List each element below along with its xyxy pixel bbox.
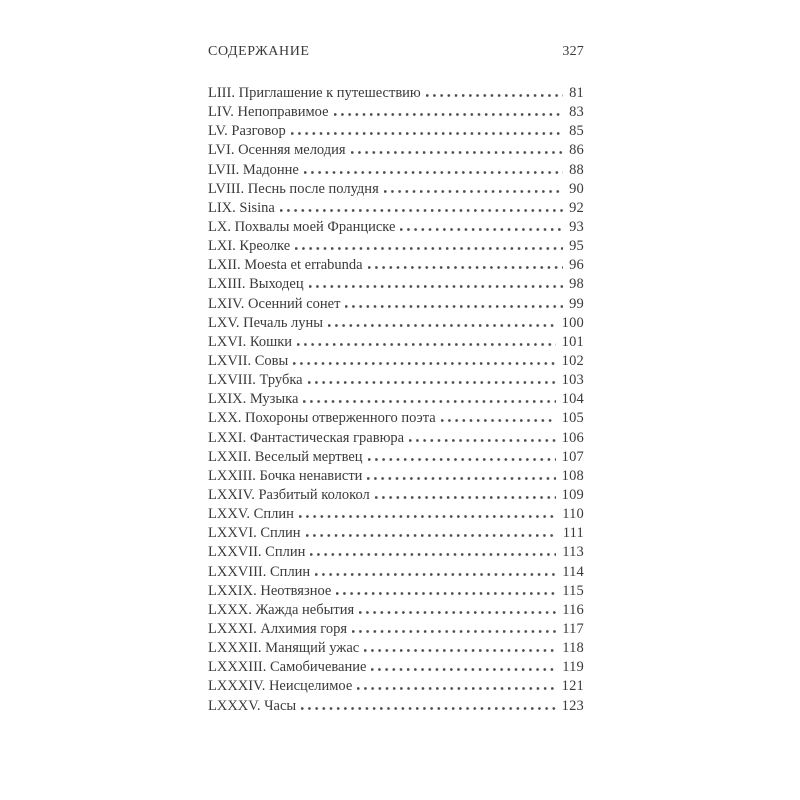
dot-leader <box>301 707 555 710</box>
toc-entry-page: 85 <box>569 123 584 140</box>
toc-entry-label: LXV. Печаль луны <box>208 314 324 331</box>
toc-entry-label: LXXIX. Неотвязное <box>208 582 332 599</box>
toc-entry-label: LXXXIV. Неисцелимое <box>208 678 353 695</box>
dot-leader <box>352 630 556 633</box>
toc-entry-page: 107 <box>561 448 584 465</box>
toc-entry-label: LXXXV. Часы <box>208 697 297 714</box>
toc-entry-page: 110 <box>562 506 584 523</box>
dot-leader <box>409 439 556 442</box>
dot-leader <box>367 477 555 480</box>
toc-entry-label: LXXV. Сплин <box>208 506 294 523</box>
toc-entry <box>208 141 584 160</box>
toc-entry <box>208 218 584 237</box>
toc-entry <box>208 314 584 333</box>
toc-entry-page: 98 <box>569 276 584 293</box>
dot-leader <box>351 151 564 154</box>
toc-entry-page: 116 <box>562 601 584 618</box>
toc-entry <box>208 199 584 218</box>
dot-leader <box>368 266 563 269</box>
toc-entry <box>208 543 584 562</box>
toc-entry-label: LXXII. Веселый мертвец <box>208 448 363 465</box>
toc-entry-label: LXXIV. Разбитый колокол <box>208 486 370 503</box>
toc-entry <box>208 256 584 275</box>
dot-leader <box>280 209 563 212</box>
toc-entry-page: 108 <box>561 467 584 484</box>
dot-leader <box>400 228 563 231</box>
toc-entry <box>208 84 584 103</box>
dot-leader <box>359 611 556 614</box>
toc-entry-label: LXVIII. Трубка <box>208 372 303 389</box>
toc-entry-page: 117 <box>562 620 584 637</box>
toc-entry-page: 101 <box>561 333 584 350</box>
toc-entry <box>208 467 584 486</box>
dot-leader <box>306 534 557 537</box>
toc-entry-label: LXXXI. Алхимия горя <box>208 620 348 637</box>
dot-leader <box>310 553 556 556</box>
toc-entry-label: LIX. Sisina <box>208 199 275 216</box>
dot-leader <box>368 458 556 461</box>
toc-entry <box>208 295 584 314</box>
toc-entry-label: LXXXII. Манящий ужас <box>208 640 360 657</box>
toc-entry-label: LXI. Креолке <box>208 238 291 255</box>
toc-entry-page: 118 <box>562 640 584 657</box>
toc-entry-page: 100 <box>561 314 584 331</box>
toc-entry <box>208 601 584 620</box>
toc-entry-label: LXII. Moesta et errabunda <box>208 257 363 274</box>
toc-entry-label: LVIII. Песнь после полудня <box>208 180 379 197</box>
toc-entry <box>208 180 584 199</box>
toc-entry-page: 96 <box>569 257 584 274</box>
dot-leader <box>295 247 563 250</box>
dot-leader <box>291 132 563 135</box>
toc-entry <box>208 429 584 448</box>
toc-entry-label: LX. Похвалы моей Франциске <box>208 218 396 235</box>
toc-list <box>208 84 584 716</box>
toc-entry-label: LXXVI. Сплин <box>208 525 301 542</box>
toc-entry <box>208 161 584 180</box>
dot-leader <box>357 687 555 690</box>
toc-entry-label: LXIII. Выходец <box>208 276 304 293</box>
dot-leader <box>309 285 564 288</box>
toc-entry-page: 109 <box>561 486 584 503</box>
toc-entry-label: LIII. Приглашение к путешествию <box>208 85 421 101</box>
toc-entry-page: 121 <box>561 678 584 695</box>
toc-entry <box>208 505 584 524</box>
toc-entry-page: 86 <box>569 142 584 159</box>
toc-entry <box>208 582 584 601</box>
toc-entry <box>208 697 584 716</box>
dot-leader <box>441 419 556 422</box>
toc-entry <box>208 352 584 371</box>
dot-leader <box>308 381 556 384</box>
dot-leader <box>345 305 563 308</box>
dot-leader <box>304 171 563 174</box>
dot-leader <box>384 190 563 193</box>
dot-leader <box>371 668 556 671</box>
toc-entry-label: LXIV. Осенний сонет <box>208 295 341 312</box>
toc-entry-page: 119 <box>562 659 584 676</box>
toc-entry <box>208 237 584 256</box>
toc-entry <box>208 409 584 428</box>
toc-entry-page: 92 <box>569 199 584 216</box>
dot-leader <box>293 362 555 365</box>
toc-entry-page: 106 <box>561 429 584 446</box>
toc-entry-label: LXXVIII. Сплин <box>208 563 311 580</box>
toc-entry <box>208 639 584 658</box>
dot-leader <box>364 649 556 652</box>
toc-entry <box>208 486 584 505</box>
dot-leader <box>334 113 564 116</box>
toc-entry-page: 113 <box>562 544 584 561</box>
toc-entry-page: 95 <box>569 238 584 255</box>
dot-leader <box>315 573 556 576</box>
toc-entry-page: 103 <box>561 372 584 389</box>
toc-entry-page: 114 <box>562 563 584 580</box>
toc-entry-label: LVII. Мадонне <box>208 161 299 178</box>
page-title: СОДЕРЖАНИЕ <box>208 44 310 59</box>
toc-entry <box>208 448 584 467</box>
toc-entry <box>208 275 584 294</box>
toc-entry-label: LIV. Непоправимое <box>208 104 329 121</box>
toc-entry-label: LXXIII. Бочка ненависти <box>208 467 363 484</box>
dot-leader <box>303 400 555 403</box>
toc-entry <box>208 563 584 582</box>
toc-entry-page: 90 <box>569 180 584 197</box>
toc-entry-page: 105 <box>561 410 584 427</box>
toc-entry-label: LXXI. Фантастическая гравюра <box>208 429 405 446</box>
toc-entry-label: LXX. Похороны отверженного поэта <box>208 410 436 427</box>
toc-entry <box>208 103 584 122</box>
page-content <box>208 44 584 716</box>
toc-entry-page: 104 <box>561 391 584 408</box>
toc-entry <box>208 333 584 352</box>
toc-entry <box>208 390 584 409</box>
toc-entry-label: LVI. Осенняя мелодия <box>208 142 346 159</box>
toc-entry-page: 88 <box>569 161 584 178</box>
toc-entry-label: LXVII. Совы <box>208 352 289 369</box>
toc-entry-page: 93 <box>569 218 584 235</box>
dot-leader <box>297 343 556 346</box>
toc-entry-label: LXXVII. Сплин <box>208 544 306 561</box>
toc-entry-page: 83 <box>569 104 584 121</box>
toc-entry <box>208 122 584 141</box>
toc-entry <box>208 658 584 677</box>
dot-leader <box>299 515 556 518</box>
toc-entry <box>208 371 584 390</box>
toc-entry-page: 102 <box>561 352 584 369</box>
toc-entry <box>208 524 584 543</box>
page-header <box>208 44 584 60</box>
dot-leader <box>336 592 556 595</box>
toc-entry-page: 115 <box>562 582 584 599</box>
toc-entry-label: LXXX. Жажда небытия <box>208 601 355 618</box>
dot-leader <box>328 324 556 327</box>
dot-leader <box>375 496 556 499</box>
page-number: 327 <box>562 44 584 59</box>
toc-entry-label: LV. Разговор <box>208 123 286 140</box>
toc-entry-label: LXIX. Музыка <box>208 391 299 408</box>
toc-entry-label: LXXXIII. Самобичевание <box>208 659 367 676</box>
toc-entry-page: 99 <box>569 295 584 312</box>
toc-entry-page: 81 <box>569 85 584 101</box>
toc-entry <box>208 677 584 696</box>
toc-entry-page: 123 <box>561 697 584 714</box>
toc-entry-label: LXVI. Кошки <box>208 333 293 350</box>
toc-entry-page: 111 <box>562 525 584 542</box>
toc-entry <box>208 620 584 639</box>
dot-leader <box>426 94 563 97</box>
